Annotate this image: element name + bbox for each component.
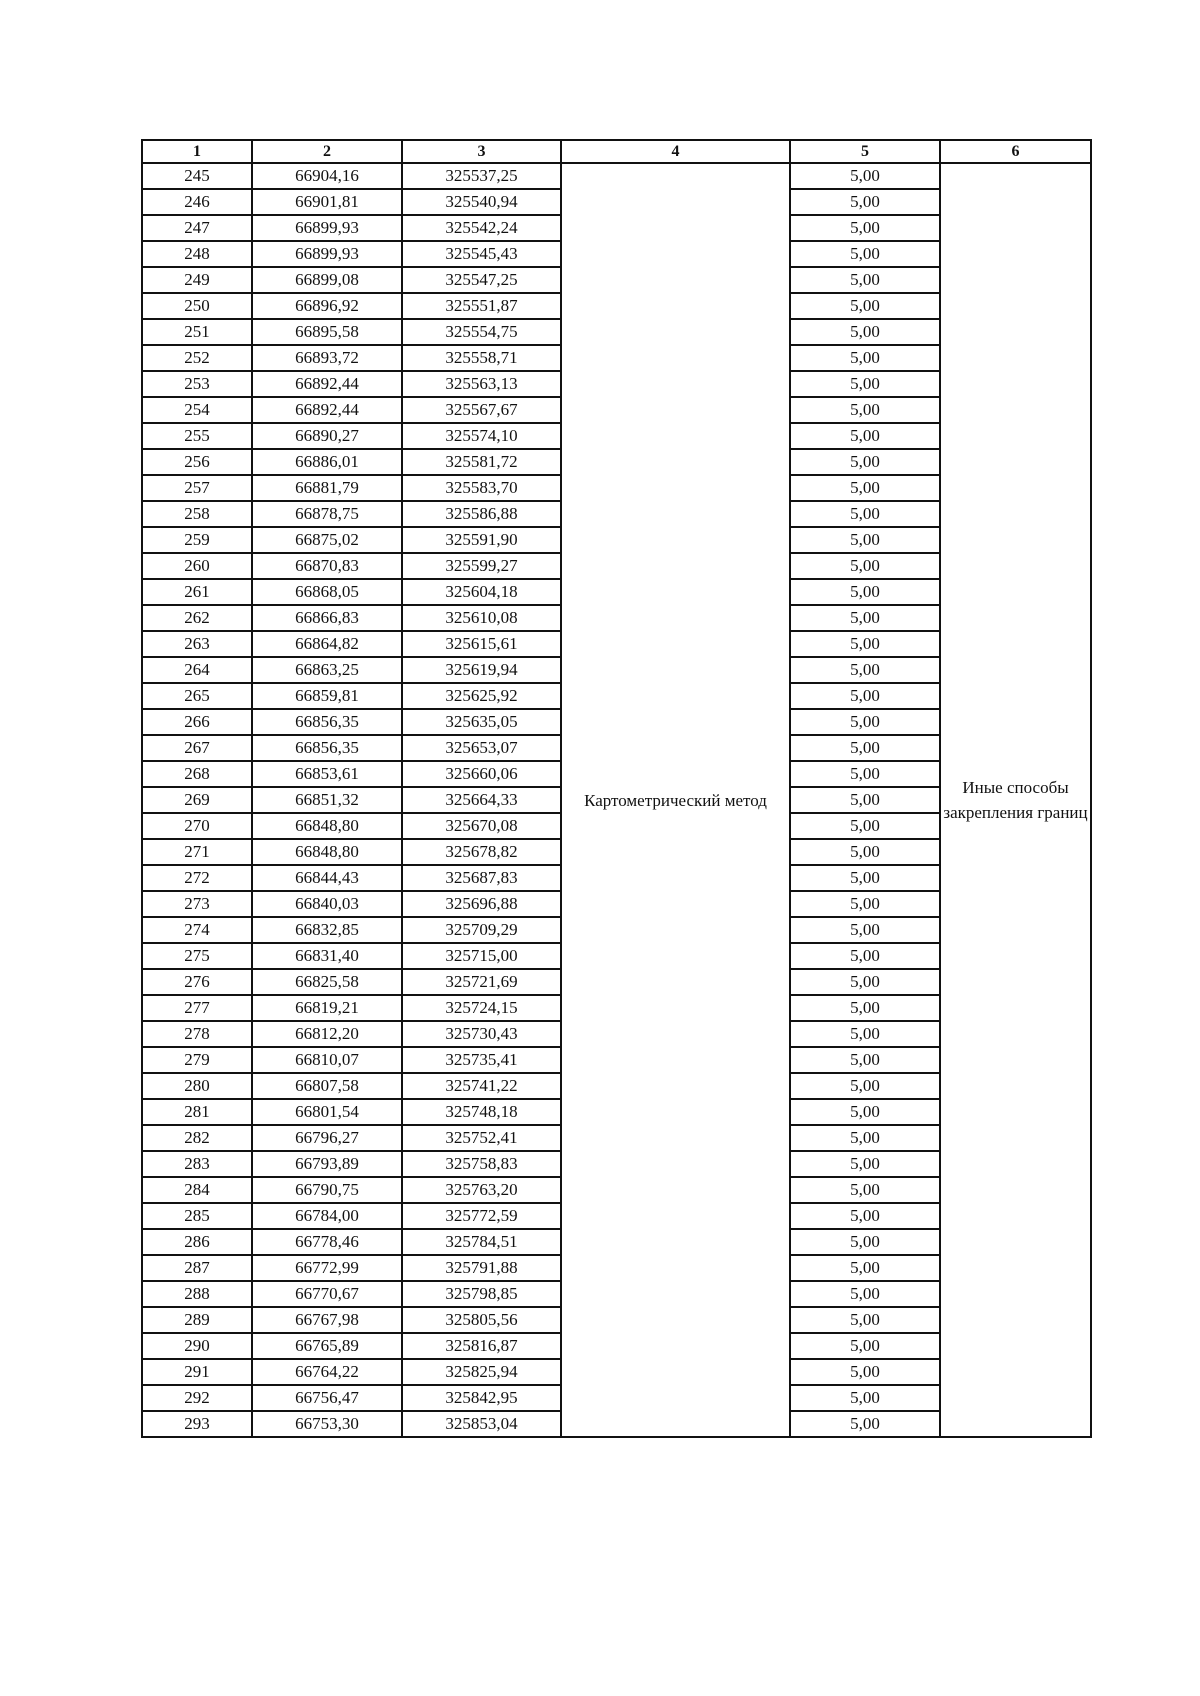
accuracy-cell: 5,00	[790, 579, 940, 605]
y-coordinate-cell: 325599,27	[402, 553, 561, 579]
y-coordinate-cell: 325724,15	[402, 995, 561, 1021]
y-coordinate-cell: 325558,71	[402, 345, 561, 371]
x-coordinate-cell: 66770,67	[252, 1281, 402, 1307]
point-number-cell: 259	[142, 527, 252, 553]
accuracy-cell: 5,00	[790, 605, 940, 631]
y-coordinate-cell: 325670,08	[402, 813, 561, 839]
point-number-cell: 285	[142, 1203, 252, 1229]
point-number-cell: 276	[142, 969, 252, 995]
point-number-cell: 265	[142, 683, 252, 709]
accuracy-cell: 5,00	[790, 1385, 940, 1411]
x-coordinate-cell: 66756,47	[252, 1385, 402, 1411]
y-coordinate-cell: 325542,24	[402, 215, 561, 241]
point-number-cell: 275	[142, 943, 252, 969]
x-coordinate-cell: 66848,80	[252, 839, 402, 865]
y-coordinate-cell: 325619,94	[402, 657, 561, 683]
accuracy-cell: 5,00	[790, 423, 940, 449]
point-number-cell: 251	[142, 319, 252, 345]
point-number-cell: 287	[142, 1255, 252, 1281]
x-coordinate-cell: 66856,35	[252, 709, 402, 735]
accuracy-cell: 5,00	[790, 735, 940, 761]
accuracy-cell: 5,00	[790, 1021, 940, 1047]
x-coordinate-cell: 66848,80	[252, 813, 402, 839]
point-number-cell: 289	[142, 1307, 252, 1333]
point-number-cell: 267	[142, 735, 252, 761]
accuracy-cell: 5,00	[790, 1229, 940, 1255]
y-coordinate-cell: 325551,87	[402, 293, 561, 319]
accuracy-cell: 5,00	[790, 943, 940, 969]
y-coordinate-cell: 325586,88	[402, 501, 561, 527]
accuracy-cell: 5,00	[790, 371, 940, 397]
x-coordinate-cell: 66895,58	[252, 319, 402, 345]
accuracy-cell: 5,00	[790, 1125, 940, 1151]
accuracy-cell: 5,00	[790, 839, 940, 865]
accuracy-cell: 5,00	[790, 1333, 940, 1359]
coordinates-table	[141, 139, 1092, 1438]
y-coordinate-cell: 325730,43	[402, 1021, 561, 1047]
x-coordinate-cell: 66890,27	[252, 423, 402, 449]
header-col-5: 5	[790, 140, 940, 163]
accuracy-cell: 5,00	[790, 683, 940, 709]
x-coordinate-cell: 66807,58	[252, 1073, 402, 1099]
x-coordinate-cell: 66878,75	[252, 501, 402, 527]
x-coordinate-cell: 66875,02	[252, 527, 402, 553]
point-number-cell: 280	[142, 1073, 252, 1099]
x-coordinate-cell: 66851,32	[252, 787, 402, 813]
x-coordinate-cell: 66840,03	[252, 891, 402, 917]
accuracy-cell: 5,00	[790, 631, 940, 657]
x-coordinate-cell: 66810,07	[252, 1047, 402, 1073]
x-coordinate-cell: 66764,22	[252, 1359, 402, 1385]
point-number-cell: 271	[142, 839, 252, 865]
y-coordinate-cell: 325791,88	[402, 1255, 561, 1281]
table-header	[142, 140, 1091, 163]
accuracy-cell: 5,00	[790, 319, 940, 345]
x-coordinate-cell: 66899,08	[252, 267, 402, 293]
y-coordinate-cell: 325842,95	[402, 1385, 561, 1411]
y-coordinate-cell: 325591,90	[402, 527, 561, 553]
y-coordinate-cell: 325610,08	[402, 605, 561, 631]
point-number-cell: 260	[142, 553, 252, 579]
point-number-cell: 253	[142, 371, 252, 397]
accuracy-cell: 5,00	[790, 293, 940, 319]
accuracy-cell: 5,00	[790, 1307, 940, 1333]
y-coordinate-cell: 325816,87	[402, 1333, 561, 1359]
y-coordinate-cell: 325540,94	[402, 189, 561, 215]
point-number-cell: 246	[142, 189, 252, 215]
y-coordinate-cell: 325604,18	[402, 579, 561, 605]
x-coordinate-cell: 66844,43	[252, 865, 402, 891]
point-number-cell: 284	[142, 1177, 252, 1203]
y-coordinate-cell: 325563,13	[402, 371, 561, 397]
y-coordinate-cell: 325696,88	[402, 891, 561, 917]
x-coordinate-cell: 66881,79	[252, 475, 402, 501]
x-coordinate-cell: 66784,00	[252, 1203, 402, 1229]
accuracy-cell: 5,00	[790, 215, 940, 241]
y-coordinate-cell: 325545,43	[402, 241, 561, 267]
point-number-cell: 278	[142, 1021, 252, 1047]
accuracy-cell: 5,00	[790, 657, 940, 683]
accuracy-cell: 5,00	[790, 1255, 940, 1281]
point-number-cell: 282	[142, 1125, 252, 1151]
accuracy-cell: 5,00	[790, 995, 940, 1021]
y-coordinate-cell: 325625,92	[402, 683, 561, 709]
y-coordinate-cell: 325574,10	[402, 423, 561, 449]
method-cell: Картометрический метод	[561, 163, 790, 1437]
point-number-cell: 255	[142, 423, 252, 449]
point-number-cell: 250	[142, 293, 252, 319]
accuracy-cell: 5,00	[790, 527, 940, 553]
x-coordinate-cell: 66831,40	[252, 943, 402, 969]
y-coordinate-cell: 325653,07	[402, 735, 561, 761]
accuracy-cell: 5,00	[790, 813, 940, 839]
point-number-cell: 283	[142, 1151, 252, 1177]
x-coordinate-cell: 66901,81	[252, 189, 402, 215]
x-coordinate-cell: 66801,54	[252, 1099, 402, 1125]
accuracy-cell: 5,00	[790, 1099, 940, 1125]
x-coordinate-cell: 66904,16	[252, 163, 402, 189]
y-coordinate-cell: 325615,61	[402, 631, 561, 657]
header-col-6: 6	[940, 140, 1091, 163]
accuracy-cell: 5,00	[790, 865, 940, 891]
header-row	[142, 140, 1091, 163]
accuracy-cell: 5,00	[790, 1151, 940, 1177]
x-coordinate-cell: 66812,20	[252, 1021, 402, 1047]
y-coordinate-cell: 325798,85	[402, 1281, 561, 1307]
y-coordinate-cell: 325715,00	[402, 943, 561, 969]
point-number-cell: 249	[142, 267, 252, 293]
point-number-cell: 257	[142, 475, 252, 501]
x-coordinate-cell: 66863,25	[252, 657, 402, 683]
x-coordinate-cell: 66886,01	[252, 449, 402, 475]
accuracy-cell: 5,00	[790, 1203, 940, 1229]
y-coordinate-cell: 325547,25	[402, 267, 561, 293]
point-number-cell: 268	[142, 761, 252, 787]
x-coordinate-cell: 66870,83	[252, 553, 402, 579]
point-number-cell: 262	[142, 605, 252, 631]
point-number-cell: 288	[142, 1281, 252, 1307]
y-coordinate-cell: 325772,59	[402, 1203, 561, 1229]
x-coordinate-cell: 66892,44	[252, 371, 402, 397]
y-coordinate-cell: 325583,70	[402, 475, 561, 501]
x-coordinate-cell: 66790,75	[252, 1177, 402, 1203]
point-number-cell: 252	[142, 345, 252, 371]
point-number-cell: 247	[142, 215, 252, 241]
point-number-cell: 272	[142, 865, 252, 891]
point-number-cell: 258	[142, 501, 252, 527]
accuracy-cell: 5,00	[790, 1177, 940, 1203]
point-number-cell: 261	[142, 579, 252, 605]
x-coordinate-cell: 66853,61	[252, 761, 402, 787]
x-coordinate-cell: 66896,92	[252, 293, 402, 319]
x-coordinate-cell: 66819,21	[252, 995, 402, 1021]
y-coordinate-cell: 325537,25	[402, 163, 561, 189]
point-number-cell: 277	[142, 995, 252, 1021]
accuracy-cell: 5,00	[790, 163, 940, 189]
y-coordinate-cell: 325825,94	[402, 1359, 561, 1385]
x-coordinate-cell: 66825,58	[252, 969, 402, 995]
y-coordinate-cell: 325687,83	[402, 865, 561, 891]
y-coordinate-cell: 325635,05	[402, 709, 561, 735]
header-col-4: 4	[561, 140, 790, 163]
accuracy-cell: 5,00	[790, 1359, 940, 1385]
accuracy-cell: 5,00	[790, 1047, 940, 1073]
accuracy-cell: 5,00	[790, 917, 940, 943]
header-col-1: 1	[142, 140, 252, 163]
y-coordinate-cell: 325853,04	[402, 1411, 561, 1437]
y-coordinate-cell: 325567,67	[402, 397, 561, 423]
point-number-cell: 290	[142, 1333, 252, 1359]
header-col-2: 2	[252, 140, 402, 163]
accuracy-cell: 5,00	[790, 267, 940, 293]
accuracy-cell: 5,00	[790, 553, 940, 579]
point-number-cell: 270	[142, 813, 252, 839]
x-coordinate-cell: 66864,82	[252, 631, 402, 657]
accuracy-cell: 5,00	[790, 969, 940, 995]
accuracy-cell: 5,00	[790, 501, 940, 527]
y-coordinate-cell: 325752,41	[402, 1125, 561, 1151]
accuracy-cell: 5,00	[790, 397, 940, 423]
x-coordinate-cell: 66753,30	[252, 1411, 402, 1437]
x-coordinate-cell: 66893,72	[252, 345, 402, 371]
point-number-cell: 293	[142, 1411, 252, 1437]
table-row	[142, 163, 1091, 189]
x-coordinate-cell: 66778,46	[252, 1229, 402, 1255]
x-coordinate-cell: 66866,83	[252, 605, 402, 631]
point-number-cell: 266	[142, 709, 252, 735]
y-coordinate-cell: 325678,82	[402, 839, 561, 865]
y-coordinate-cell: 325664,33	[402, 787, 561, 813]
x-coordinate-cell: 66856,35	[252, 735, 402, 761]
x-coordinate-cell: 66765,89	[252, 1333, 402, 1359]
point-number-cell: 274	[142, 917, 252, 943]
accuracy-cell: 5,00	[790, 1411, 940, 1437]
point-number-cell: 254	[142, 397, 252, 423]
accuracy-cell: 5,00	[790, 1281, 940, 1307]
accuracy-cell: 5,00	[790, 709, 940, 735]
accuracy-cell: 5,00	[790, 1073, 940, 1099]
accuracy-cell: 5,00	[790, 189, 940, 215]
accuracy-cell: 5,00	[790, 761, 940, 787]
x-coordinate-cell: 66859,81	[252, 683, 402, 709]
x-coordinate-cell: 66767,98	[252, 1307, 402, 1333]
table-body	[142, 163, 1091, 1437]
point-number-cell: 245	[142, 163, 252, 189]
y-coordinate-cell: 325709,29	[402, 917, 561, 943]
header-col-3: 3	[402, 140, 561, 163]
y-coordinate-cell: 325763,20	[402, 1177, 561, 1203]
x-coordinate-cell: 66892,44	[252, 397, 402, 423]
x-coordinate-cell: 66868,05	[252, 579, 402, 605]
x-coordinate-cell: 66772,99	[252, 1255, 402, 1281]
x-coordinate-cell: 66793,89	[252, 1151, 402, 1177]
point-number-cell: 256	[142, 449, 252, 475]
point-number-cell: 264	[142, 657, 252, 683]
point-number-cell: 279	[142, 1047, 252, 1073]
y-coordinate-cell: 325581,72	[402, 449, 561, 475]
accuracy-cell: 5,00	[790, 449, 940, 475]
accuracy-cell: 5,00	[790, 891, 940, 917]
y-coordinate-cell: 325735,41	[402, 1047, 561, 1073]
point-number-cell: 248	[142, 241, 252, 267]
y-coordinate-cell: 325784,51	[402, 1229, 561, 1255]
x-coordinate-cell: 66796,27	[252, 1125, 402, 1151]
y-coordinate-cell: 325554,75	[402, 319, 561, 345]
point-number-cell: 269	[142, 787, 252, 813]
y-coordinate-cell: 325758,83	[402, 1151, 561, 1177]
point-number-cell: 292	[142, 1385, 252, 1411]
point-number-cell: 291	[142, 1359, 252, 1385]
y-coordinate-cell: 325741,22	[402, 1073, 561, 1099]
y-coordinate-cell: 325805,56	[402, 1307, 561, 1333]
fixing-method-cell: Иные способы закрепления границ	[940, 163, 1091, 1437]
x-coordinate-cell: 66899,93	[252, 241, 402, 267]
accuracy-cell: 5,00	[790, 787, 940, 813]
x-coordinate-cell: 66832,85	[252, 917, 402, 943]
point-number-cell: 286	[142, 1229, 252, 1255]
point-number-cell: 281	[142, 1099, 252, 1125]
point-number-cell: 263	[142, 631, 252, 657]
accuracy-cell: 5,00	[790, 475, 940, 501]
accuracy-cell: 5,00	[790, 241, 940, 267]
y-coordinate-cell: 325721,69	[402, 969, 561, 995]
point-number-cell: 273	[142, 891, 252, 917]
y-coordinate-cell: 325748,18	[402, 1099, 561, 1125]
accuracy-cell: 5,00	[790, 345, 940, 371]
x-coordinate-cell: 66899,93	[252, 215, 402, 241]
y-coordinate-cell: 325660,06	[402, 761, 561, 787]
